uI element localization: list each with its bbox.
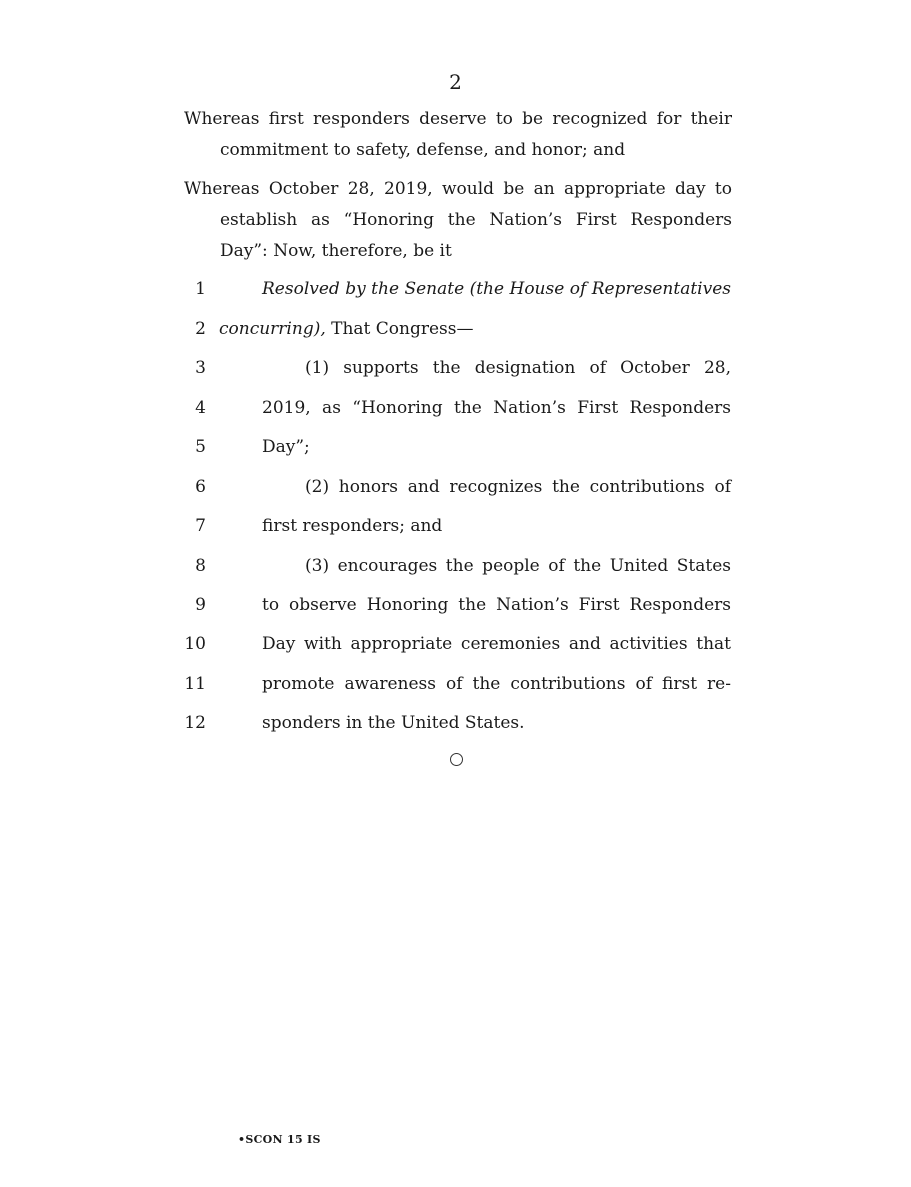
- text-line: [0, 708, 911, 738]
- line-text: sponders in the United States.: [262, 713, 525, 733]
- line-number: 4: [195, 398, 206, 418]
- line-text: promote awareness of the contributions of first re-: [262, 674, 731, 694]
- line-text: (3) encourages the people of the United States: [305, 556, 731, 576]
- text-line: [0, 432, 911, 462]
- line-text: first responders; and: [262, 516, 443, 536]
- resolved-line-2: [0, 314, 911, 344]
- text-line: [0, 590, 911, 620]
- line-number: 5: [195, 437, 206, 457]
- line-number: 6: [195, 477, 206, 497]
- resolved-clause: [262, 274, 731, 304]
- text-line: [0, 511, 911, 541]
- text-line: [0, 472, 911, 502]
- text-line: [0, 393, 911, 423]
- whereas-1-line-2: commitment to safety, defense, and honor; and: [220, 140, 626, 160]
- whereas-2-line-1: Whereas October 28, 2019, would be an appropriate day to: [184, 179, 732, 199]
- document-identifier: •SCON 15 IS: [238, 1133, 321, 1146]
- line-text: (1) supports the designation of October 28,: [305, 358, 731, 378]
- line-number: 9: [195, 595, 206, 615]
- concurring-clause: [219, 314, 474, 344]
- line-text: Day”;: [262, 437, 310, 457]
- end-of-document-circle-icon: [450, 753, 463, 766]
- line-text: 2019, as “Honoring the Nation’s First Responders: [262, 398, 731, 418]
- resolved-line-1: [0, 274, 911, 304]
- resolved-italic-text: Resolved by the Senate (the House of Representatives: [262, 279, 731, 299]
- whereas-2-line-2: establish as “Honoring the Nation’s First Responders: [220, 210, 732, 230]
- whereas-clause-1: [184, 104, 732, 166]
- whereas-2-line-3: Day”: Now, therefore, be it: [220, 241, 452, 261]
- line-text: (2) honors and recognizes the contributions of: [305, 477, 731, 497]
- text-line: [0, 669, 911, 699]
- line-number: 10: [184, 634, 206, 654]
- line-number: 1: [195, 279, 206, 299]
- that-congress-text: That Congress—: [325, 319, 474, 339]
- concurring-italic-text: concurring),: [219, 319, 326, 339]
- text-line: [0, 551, 911, 581]
- line-text: Day with appropriate ceremonies and activities that: [262, 634, 731, 654]
- line-number: 11: [184, 674, 206, 694]
- whereas-clause-2: [184, 174, 732, 267]
- line-number: 12: [184, 713, 206, 733]
- line-number: 7: [195, 516, 206, 536]
- line-number: 8: [195, 556, 206, 576]
- text-line: [0, 629, 911, 659]
- page-number: 2: [449, 70, 462, 94]
- line-number: 3: [195, 358, 206, 378]
- line-text: to observe Honoring the Nation’s First Responders: [262, 595, 731, 615]
- line-number: 2: [195, 319, 206, 339]
- whereas-1-line-1: Whereas first responders deserve to be recognized for their: [184, 109, 732, 129]
- text-line: [0, 353, 911, 383]
